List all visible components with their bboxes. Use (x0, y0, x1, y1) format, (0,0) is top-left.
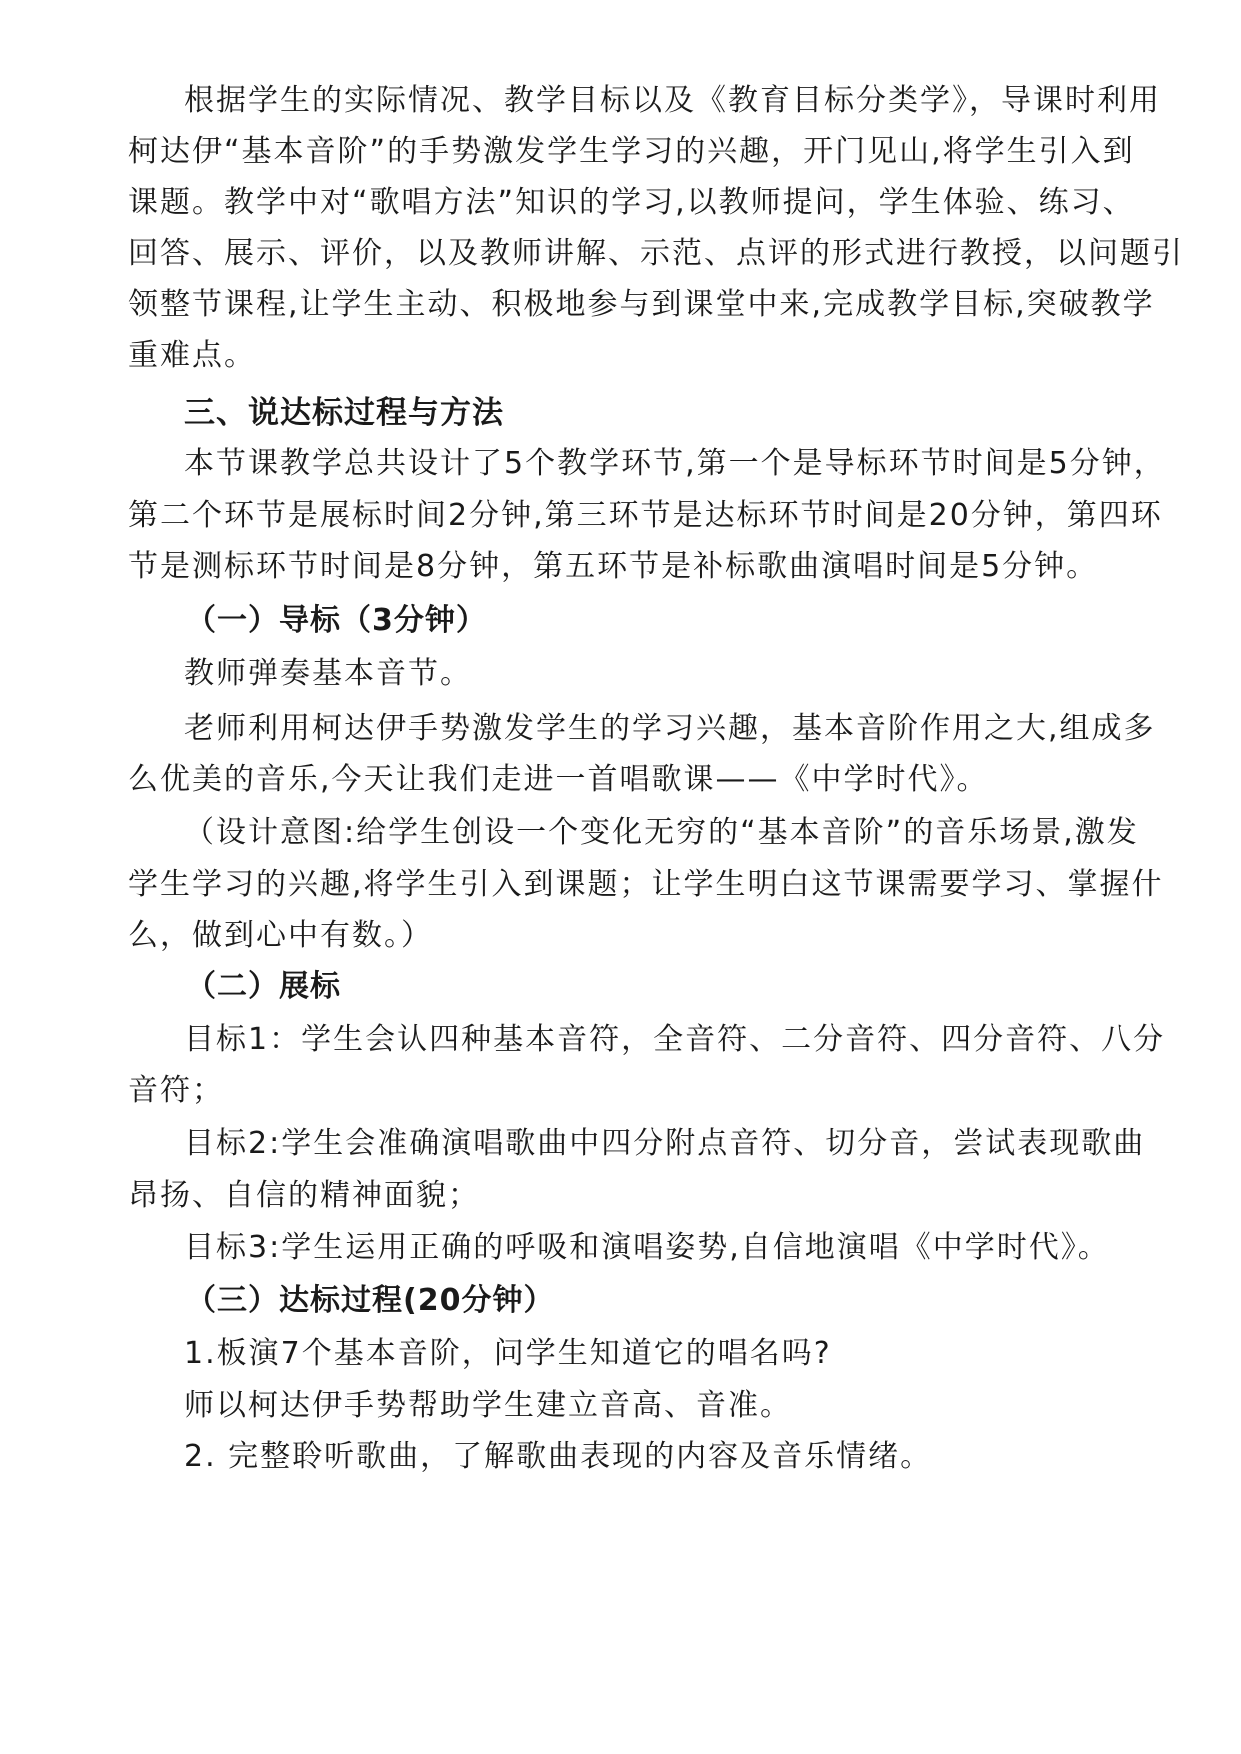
subsection-heading: （三）达标过程(20分钟） (186, 1283, 555, 1318)
paragraph-line: 课题。教学中对“歌唱方法”知识的学习,以教师提问，学生体验、练习、 (128, 185, 1135, 220)
paragraph-line: （设计意图:给学生创设一个变化无穷的“基本音阶”的音乐场景,激发 (184, 815, 1139, 850)
subsection-heading: （一）导标（3分钟） (186, 603, 487, 638)
paragraph-line: 昂扬、自信的精神面貌； (128, 1178, 480, 1213)
paragraph-line: 2. 完整聆听歌曲，了解歌曲表现的内容及音乐情绪。 (184, 1439, 933, 1474)
paragraph-line: 么，做到心中有数。） (128, 918, 433, 953)
paragraph-line: 回答、展示、评价，以及教师讲解、示范、点评的形式进行教授，以问题引 (128, 236, 1184, 271)
subsection-heading: （二）展标 (186, 969, 341, 1004)
paragraph-line: 第二个环节是展标时间2分钟,第三环节是达标环节时间是20分钟，第四环 (128, 498, 1163, 533)
paragraph-line: 老师利用柯达伊手势激发学生的学习兴趣，基本音阶作用之大,组成多 (184, 711, 1156, 746)
paragraph-line: 领整节课程,让学生主动、积极地参与到课堂中来,完成教学目标,突破教学 (128, 287, 1155, 322)
paragraph-line: 1.板演7个基本音阶，问学生知道它的唱名吗? (184, 1336, 832, 1371)
paragraph-line: 重难点。 (128, 338, 256, 373)
paragraph-line: 根据学生的实际情况、教学目标以及《教育目标分类学》，导课时利用 (184, 83, 1161, 118)
paragraph-line: 目标1：学生会认四种基本音符，全音符、二分音符、四分音符、八分 (184, 1022, 1166, 1057)
paragraph-line: 节是测标环节时间是8分钟，第五环节是补标歌曲演唱时间是5分钟。 (128, 549, 1099, 584)
paragraph-line: 柯达伊“基本音阶”的手势激发学生学习的兴趣，开门见山,将学生引入到 (128, 134, 1135, 169)
paragraph-line: 师以柯达伊手势帮助学生建立音高、音准。 (184, 1388, 792, 1423)
paragraph-line: 学生学习的兴趣,将学生引入到课题；让学生明白这节课需要学习、掌握什 (128, 867, 1164, 902)
paragraph-line: 本节课教学总共设计了5个教学环节,第一个是导标环节时间是5分钟， (184, 446, 1166, 481)
paragraph-line: 音符； (128, 1073, 224, 1108)
paragraph-line: 么优美的音乐,今天让我们走进一首唱歌课——《中学时代》。 (128, 762, 989, 797)
paragraph-line: 目标2:学生会准确演唱歌曲中四分附点音符、切分音，尝试表现歌曲 (184, 1126, 1146, 1161)
paragraph-line: 目标3:学生运用正确的呼吸和演唱姿势,自信地演唱《中学时代》。 (184, 1230, 1110, 1265)
paragraph-line: 教师弹奏基本音节。 (184, 656, 472, 691)
section-heading: 三、说达标过程与方法 (184, 395, 504, 431)
